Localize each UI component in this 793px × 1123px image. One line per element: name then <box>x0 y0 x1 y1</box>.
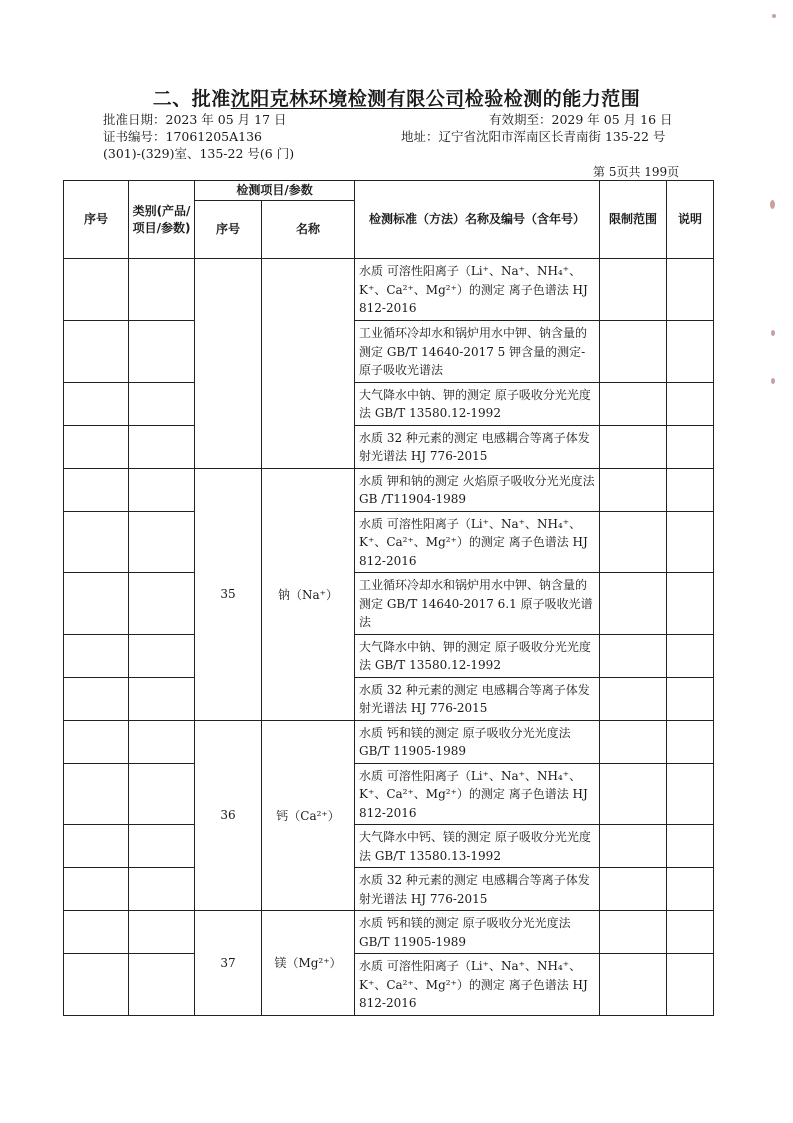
header-item-group: 检测项目/参数 <box>195 181 355 201</box>
standard-cell: 水质 可溶性阳离子（Li⁺、Na⁺、NH₄⁺、K⁺、Ca²⁺、Mg²⁺）的测定 离子色谱法 HJ 812-2016 <box>355 954 600 1016</box>
category-cell <box>129 720 195 763</box>
limit-cell <box>600 954 667 1016</box>
seq-cell <box>64 911 129 954</box>
table-row <box>64 720 714 763</box>
item-name-cell: 镁（Mg²⁺） <box>262 911 355 1016</box>
scan-mark <box>771 330 775 336</box>
note-cell <box>667 868 714 911</box>
category-cell <box>129 634 195 677</box>
note-cell <box>667 259 714 321</box>
seq-cell <box>64 259 129 321</box>
certificate-number: 证书编号：17061205A136 <box>103 129 263 144</box>
seq-cell <box>64 321 129 383</box>
title-suffix: 检验检测的能力范围 <box>464 88 641 110</box>
note-cell <box>667 382 714 425</box>
item-seq-cell <box>195 259 262 469</box>
standard-cell: 工业循环冷却水和锅炉用水中钾、钠含量的测定 GB/T 14640-2017 6.1 原子吸收光谱法 <box>355 573 600 635</box>
table-row <box>64 511 714 573</box>
table-row <box>64 677 714 720</box>
header-category: 类别(产品/项目/参数) <box>129 181 195 259</box>
table-row <box>64 954 714 1016</box>
limit-cell <box>600 321 667 383</box>
table-row <box>64 468 714 511</box>
header-note: 说明 <box>667 181 714 259</box>
category-cell <box>129 425 195 468</box>
standard-cell: 水质 可溶性阳离子（Li⁺、Na⁺、NH₄⁺、K⁺、Ca²⁺、Mg²⁺）的测定 离子色谱法 HJ 812-2016 <box>355 511 600 573</box>
seq-cell <box>64 720 129 763</box>
standard-cell: 水质 32 种元素的测定 电感耦合等离子体发射光谱法 HJ 776-2015 <box>355 868 600 911</box>
address-continued: (301)-(329)室、135-22 号(6 门) <box>103 146 295 161</box>
note-cell <box>667 634 714 677</box>
limit-cell <box>600 425 667 468</box>
item-name-cell: 钙（Ca²⁺） <box>262 720 355 911</box>
table-body <box>64 259 714 1016</box>
approve-date: 批准日期：2023 年 05 月 17 日 <box>103 112 287 127</box>
table-row <box>64 911 714 954</box>
category-cell <box>129 259 195 321</box>
table-row <box>64 634 714 677</box>
capability-table <box>63 180 714 1016</box>
item-seq-cell: 35 <box>195 468 262 720</box>
standard-cell: 大气降水中钠、钾的测定 原子吸收分光光度法 GB/T 13580.12-1992 <box>355 634 600 677</box>
limit-cell <box>600 634 667 677</box>
seq-cell <box>64 634 129 677</box>
seq-cell <box>64 425 129 468</box>
page-title <box>0 84 793 111</box>
header-standard: 检测标准（方法）名称及编号（含年号） <box>355 181 600 259</box>
category-cell <box>129 868 195 911</box>
item-name-cell: 钠（Na⁺） <box>262 468 355 720</box>
category-cell <box>129 573 195 635</box>
limit-cell <box>600 825 667 868</box>
table-row <box>64 825 714 868</box>
category-cell <box>129 382 195 425</box>
table-row <box>64 321 714 383</box>
title-organization: 沈阳克林环境检测有限公司 <box>230 88 465 110</box>
standard-cell: 水质 32 种元素的测定 电感耦合等离子体发射光谱法 HJ 776-2015 <box>355 425 600 468</box>
table-row <box>64 573 714 635</box>
scan-mark <box>772 14 776 18</box>
scan-mark <box>771 378 775 384</box>
standard-cell: 水质 可溶性阳离子（Li⁺、Na⁺、NH₄⁺、K⁺、Ca²⁺、Mg²⁺）的测定 离子色谱法 HJ 812-2016 <box>355 763 600 825</box>
limit-cell <box>600 259 667 321</box>
note-cell <box>667 321 714 383</box>
note-cell <box>667 425 714 468</box>
header-seq: 序号 <box>64 181 129 259</box>
note-cell <box>667 677 714 720</box>
category-cell <box>129 677 195 720</box>
seq-cell <box>64 468 129 511</box>
category-cell <box>129 954 195 1016</box>
seq-cell <box>64 511 129 573</box>
note-cell <box>667 468 714 511</box>
limit-cell <box>600 868 667 911</box>
note-cell <box>667 763 714 825</box>
category-cell <box>129 825 195 868</box>
table-row <box>64 382 714 425</box>
page-number: 第 5页共 199页 <box>593 165 680 179</box>
standard-cell: 水质 32 种元素的测定 电感耦合等离子体发射光谱法 HJ 776-2015 <box>355 677 600 720</box>
note-cell <box>667 511 714 573</box>
category-cell <box>129 911 195 954</box>
standard-cell: 大气降水中钠、钾的测定 原子吸收分光光度法 GB/T 13580.12-1992 <box>355 382 600 425</box>
category-cell <box>129 321 195 383</box>
table-row <box>64 868 714 911</box>
seq-cell <box>64 954 129 1016</box>
limit-cell <box>600 911 667 954</box>
header-item-seq: 序号 <box>195 201 262 259</box>
note-cell <box>667 825 714 868</box>
table-row <box>64 763 714 825</box>
seq-cell <box>64 825 129 868</box>
limit-cell <box>600 511 667 573</box>
note-cell <box>667 720 714 763</box>
item-seq-cell: 37 <box>195 911 262 1016</box>
limit-cell <box>600 763 667 825</box>
standard-cell: 大气降水中钙、镁的测定 原子吸收分光光度法 GB/T 13580.13-1992 <box>355 825 600 868</box>
valid-until: 有效期至：2029 年 05 月 16 日 <box>489 112 673 127</box>
item-seq-cell: 36 <box>195 720 262 911</box>
limit-cell <box>600 677 667 720</box>
category-cell <box>129 468 195 511</box>
item-name-cell <box>262 259 355 469</box>
seq-cell <box>64 868 129 911</box>
standard-cell: 工业循环冷却水和锅炉用水中钾、钠含量的测定 GB/T 14640-2017 5 钾含量的测定-原子吸收光谱法 <box>355 321 600 383</box>
category-cell <box>129 763 195 825</box>
standard-cell: 水质 钾和钠的测定 火焰原子吸收分光光度法 GB /T11904-1989 <box>355 468 600 511</box>
scan-mark <box>770 200 775 209</box>
header-row-1 <box>64 181 714 201</box>
standard-cell: 水质 钙和镁的测定 原子吸收分光光度法 GB/T 11905-1989 <box>355 720 600 763</box>
limit-cell <box>600 382 667 425</box>
table-row <box>64 425 714 468</box>
limit-cell <box>600 468 667 511</box>
seq-cell <box>64 382 129 425</box>
note-cell <box>667 911 714 954</box>
header-limit: 限制范围 <box>600 181 667 259</box>
address: 地址：辽宁省沈阳市浑南区长青南街 135-22 号 <box>401 129 666 144</box>
seq-cell <box>64 677 129 720</box>
standard-cell: 水质 可溶性阳离子（Li⁺、Na⁺、NH₄⁺、K⁺、Ca²⁺、Mg²⁺）的测定 离子色谱法 HJ 812-2016 <box>355 259 600 321</box>
category-cell <box>129 511 195 573</box>
seq-cell <box>64 763 129 825</box>
title-prefix: 二、批准 <box>152 88 231 110</box>
limit-cell <box>600 573 667 635</box>
header-item-name: 名称 <box>262 201 355 259</box>
limit-cell <box>600 720 667 763</box>
standard-cell: 水质 钙和镁的测定 原子吸收分光光度法 GB/T 11905-1989 <box>355 911 600 954</box>
note-cell <box>667 573 714 635</box>
table-row <box>64 259 714 321</box>
note-cell <box>667 954 714 1016</box>
seq-cell <box>64 573 129 635</box>
